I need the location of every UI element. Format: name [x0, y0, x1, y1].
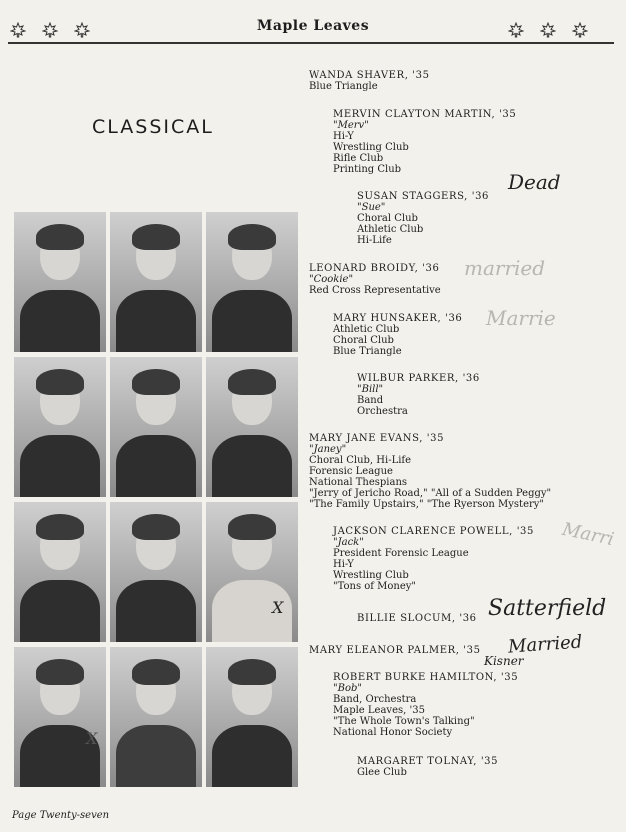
student-entry — [333, 526, 534, 592]
student-entry — [309, 433, 551, 510]
student-activity: Blue Triangle — [333, 346, 402, 357]
student-name: MARGARET TOLNAY, '35 — [357, 756, 499, 767]
student-entry — [357, 373, 480, 417]
page-number: Page Twenty-seven — [12, 810, 110, 821]
student-activity: Hi-Y — [333, 131, 354, 142]
student-entry — [333, 109, 516, 175]
section-title: CLASSICAL — [92, 116, 214, 138]
student-entry — [357, 613, 477, 624]
handwritten-note: Marri — [560, 518, 616, 551]
student-nickname: "Jack" — [333, 537, 364, 548]
handwritten-note: Kisner — [484, 654, 524, 668]
student-name: LEONARD BROIDY, '36 — [309, 263, 440, 274]
student-entry — [357, 191, 489, 246]
student-activity: Wrestling Club — [333, 142, 409, 153]
student-activity: "The Whole Town's Talking" — [333, 716, 475, 727]
student-activity: Orchestra — [357, 406, 408, 417]
handwritten-mark: X — [86, 729, 98, 748]
student-nickname: "Sue" — [357, 202, 386, 213]
student-activity: National Thespians — [309, 477, 408, 488]
student-name: ROBERT BURKE HAMILTON, '35 — [333, 672, 519, 683]
student-name: MARY JANE EVANS, '35 — [309, 433, 445, 444]
student-activity: Hi-Life — [357, 235, 392, 246]
student-name: WILBUR PARKER, '36 — [357, 373, 480, 384]
student-activity: President Forensic League — [333, 548, 469, 559]
student-entry — [333, 313, 462, 357]
student-activity: Choral Club, Hi-Life — [309, 455, 412, 466]
student-activity: "Tons of Money" — [333, 581, 417, 592]
student-activity: Blue Triangle — [309, 81, 378, 92]
student-activity: Band — [357, 395, 384, 406]
student-activity: "The Family Upstairs," "The Ryerson Mystery" — [309, 499, 545, 510]
student-name: MARY HUNSAKER, '36 — [333, 313, 463, 324]
student-name: MERVIN CLAYTON MARTIN, '35 — [333, 109, 517, 120]
student-name: MARY ELEANOR PALMER, '35 — [309, 645, 481, 656]
student-name: SUSAN STAGGERS, '36 — [357, 191, 490, 202]
student-entry — [357, 756, 498, 778]
student-activity: Choral Club — [333, 335, 394, 346]
student-name: BILLIE SLOCUM, '36 — [357, 613, 477, 624]
student-activity: Red Cross Representative — [309, 285, 441, 296]
student-nickname: "Cookie" — [309, 274, 354, 285]
student-nickname: "Bob" — [333, 683, 362, 694]
student-activity: Athletic Club — [333, 324, 400, 335]
student-entry — [309, 645, 481, 656]
student-activity: Choral Club — [357, 213, 418, 224]
student-entry — [309, 263, 441, 296]
handwritten-note: Married — [507, 631, 583, 658]
student-activity: Forensic League — [309, 466, 393, 477]
student-nickname: "Janey" — [309, 444, 347, 455]
handwritten-note: Dead — [508, 170, 561, 194]
student-nickname: "Bill" — [357, 384, 384, 395]
student-activity: "Jerry of Jericho Road," "All of a Sudden Peggy" — [309, 488, 552, 499]
student-activity: Hi-Y — [333, 559, 354, 570]
student-activity: Printing Club — [333, 164, 402, 175]
student-name: WANDA SHAVER, '35 — [309, 70, 430, 81]
student-activity: Maple Leaves, '35 — [333, 705, 425, 716]
student-activity: Athletic Club — [357, 224, 424, 235]
student-entry — [333, 672, 518, 738]
handwritten-note: married — [464, 256, 546, 280]
student-activity: National Honor Society — [333, 727, 453, 738]
student-name: JACKSON CLARENCE POWELL, '35 — [333, 526, 534, 537]
handwritten-note: Satterfield — [488, 596, 607, 621]
student-activity: Wrestling Club — [333, 570, 409, 581]
student-activity: Rifle Club — [333, 153, 384, 164]
handwritten-mark: X — [272, 598, 284, 617]
student-activity: Band, Orchestra — [333, 694, 417, 705]
student-entry — [309, 70, 430, 92]
page-header-title: Maple Leaves — [256, 18, 370, 34]
student-nickname: "Merv" — [333, 120, 369, 131]
handwritten-note: Marrie — [486, 306, 556, 330]
student-activity: Glee Club — [357, 767, 407, 778]
